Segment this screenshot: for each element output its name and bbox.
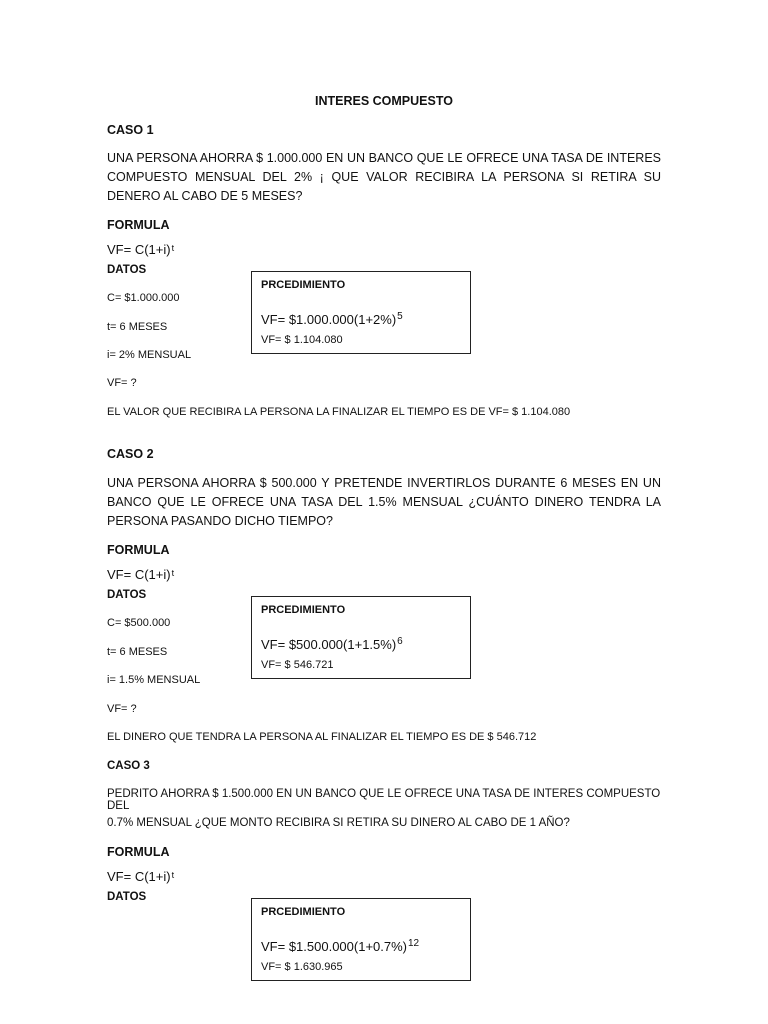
case-2-procedure-title: PRCEDIMIENTO — [261, 604, 346, 616]
case-1-formula-exponent: t — [171, 243, 175, 253]
case-3-formula-exponent: t — [171, 870, 175, 880]
page-title: INTERES COMPUESTO — [315, 94, 453, 108]
case-2-dato-vf: VF= ? — [107, 703, 137, 715]
case-1-procedure-title: PRCEDIMIENTO — [261, 279, 346, 291]
case-2-procedure-result: VF= $ 546.721 — [261, 659, 334, 671]
case-2-datos-label: DATOS — [107, 589, 147, 601]
case-3-procedure-formula: $VF= \$1.500.000(1+0.7\%)^{12}$ — [261, 938, 420, 954]
case-1-procedure-exponent: 5 — [397, 311, 403, 322]
case-1-conclusion: EL VALOR QUE RECIBIRA LA PERSONA LA FINALIZAR EL TIEMPO ES DE VF= $ 1.104.080 — [107, 406, 571, 418]
case-2-dato-t: t= 6 MESES — [107, 646, 168, 658]
case-3-procedure-result: VF= $ 1.630.965 — [261, 961, 343, 973]
case-2-statement: UNA PERSONA AHORRA $ 500.000 Y PRETENDE INVERTIRLOS DURANTE 6 MESES EN UN BANCO QUE LE OFRECE UNA TASA DEL 1.5% MENSUAL ¿CUÁNTO DINERO TENDRA LA PERSONA PASANDO DICHO TIEMPO? — [107, 476, 661, 528]
case-1-formula-label: FORMULA — [107, 218, 170, 232]
case-1-procedure-formula: $VF= \$1.000.000(1+2\%)^5$ — [261, 311, 403, 327]
case-1-dato-i: i= 2% MENSUAL — [107, 349, 192, 361]
case-2-formula: $VF= C(1+i)^t$ — [107, 567, 175, 582]
case-1-dato-vf: VF= ? — [107, 377, 137, 389]
case-3-procedure-exponent: 12 — [408, 938, 420, 949]
case-3-formula-label: FORMULA — [107, 845, 170, 859]
case-1-procedure-result: VF= $ 1.104.080 — [261, 334, 343, 346]
case-2-formula-exponent: t — [171, 568, 175, 578]
case-3-statement-line-2: 0.7% MENSUAL ¿QUE MONTO RECIBIRA SI RETIRA SU DINERO AL CABO DE 1 AÑO? — [107, 817, 570, 829]
case-1-statement: UNA PERSONA AHORRA $ 1.000.000 EN UN BANCO QUE LE OFRECE UNA TASA DE INTERES COMPUESTO MENSUAL DEL 2% ¡ QUE VALOR RECIBIRA LA PERSONA SI RETIRA SU DENERO AL CABO DE 5 MESES? — [107, 151, 661, 203]
case-3-heading: CASO 3 — [107, 760, 150, 772]
case-3-procedure-title: PRCEDIMIENTO — [261, 906, 346, 918]
case-2-formula-label: FORMULA — [107, 543, 170, 557]
case-1-formula: $VF= C(1+i)^t$ — [107, 242, 175, 257]
case-2-procedure-formula: $VF= \$500.000(1+1.5\%)^6$ — [261, 636, 403, 652]
case-1-procedure-box — [251, 271, 471, 354]
case-3-formula: $VF= C(1+i)^t$ — [107, 869, 175, 884]
case-1-datos-label: DATOS — [107, 264, 147, 276]
case-1-dato-c: C= $1.000.000 — [107, 292, 180, 304]
case-2-dato-i: i= 1.5% MENSUAL — [107, 674, 201, 686]
case-3-procedure-box — [251, 898, 471, 981]
case-3-statement-line-1: PEDRITO AHORRA $ 1.500.000 EN UN BANCO QUE LE OFRECE UNA TASA DE INTERES COMPUESTO DEL — [107, 788, 661, 812]
case-2-dato-c: C= $500.000 — [107, 617, 171, 629]
case-2-conclusion: EL DINERO QUE TENDRA LA PERSONA AL FINALIZAR EL TIEMPO ES DE $ 546.712 — [107, 731, 537, 743]
case-1-heading: CASO 1 — [107, 123, 154, 137]
case-2-heading: CASO 2 — [107, 447, 154, 461]
case-1-dato-t: t= 6 MESES — [107, 321, 168, 333]
case-2-procedure-box — [251, 596, 471, 679]
case-3-datos-label: DATOS — [107, 891, 147, 903]
case-2-procedure-exponent: 6 — [397, 636, 403, 647]
